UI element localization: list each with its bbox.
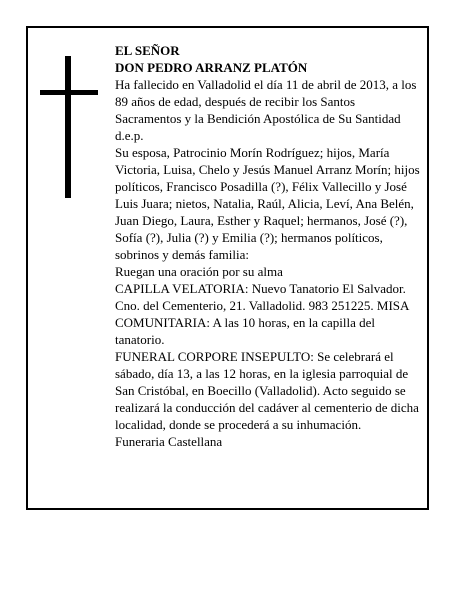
death-announcement: Ha fallecido en Valladolid el día 11 de abril de 2013, a los 89 años de edad, después de recibir los Santos Sacramentos y la Bendición Apostólica de Su Santidad d.e.p. (115, 77, 417, 143)
deceased-honorific: EL SEÑOR (115, 43, 180, 58)
family-list: Su esposa, Patrocinio Morín Rodríguez; hijos, María Victoria, Luisa, Chelo y Jesús Manuel Arranz Morín; hijos políticos, Francisco Posadilla (?), Félix Vallecillo y José Luis Juara; nietos, Natalia, Raúl, Alicia, Leví, Ana Belén, Juan Diego, Laura, Esther y Raquel; hermanos, José (?), Sofía (?), Julia (?) y Emilia (?); hermanos políticos, sobrinos y demás familia: (115, 145, 420, 262)
cross-vertical-bar (65, 56, 71, 198)
obituary-notice (26, 26, 429, 510)
cross-icon (40, 56, 98, 198)
wake-chapel-info: CAPILLA VELATORIA: Nuevo Tanatorio El Salvador. Cno. del Cementerio, 21. Valladolid. 983 251225. MISA COMUNITARIA: A las 10 horas, en la capilla del tanatorio. (115, 281, 409, 347)
prayer-request: Ruegan una oración por su alma (115, 264, 283, 279)
notice-body (115, 42, 420, 450)
funeral-home: Funeraria Castellana (115, 434, 223, 449)
funeral-info: FUNERAL CORPORE INSEPULTO: Se celebrará el sábado, día 13, a las 12 horas, en la iglesia parroquial de San Cristóbal, en Boecillo (Valladolid). Acto seguido se realizará la conducción del cadáver al cementerio de dicha localidad, donde se procederá a su inhumación. (115, 349, 419, 432)
cross-horizontal-bar (40, 90, 98, 95)
deceased-name: DON PEDRO ARRANZ PLATÓN (115, 60, 308, 75)
